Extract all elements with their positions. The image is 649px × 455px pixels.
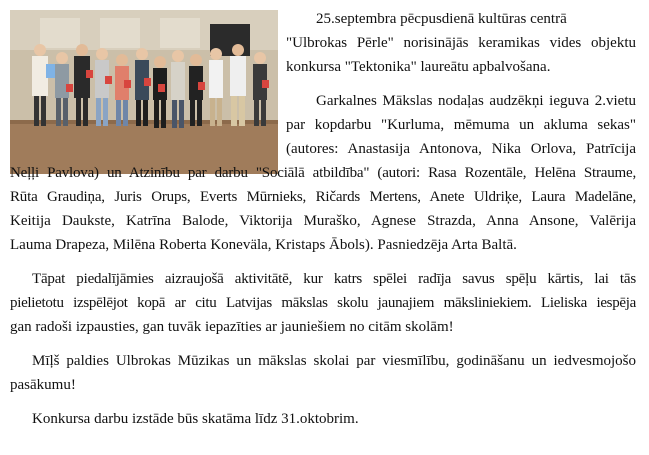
article-line [286,116,636,136]
article-text: pasākumu! [10,377,76,393]
article-text: "Ulbrokas Pērle" norisinājās keramikas vides objektu [286,35,636,51]
article-line [10,164,636,184]
article-line [286,58,550,78]
article-line [10,188,636,208]
article-text: Konkursa darbu izstāde būs skatāma līdz 31.oktobrim. [32,411,359,427]
article-line [10,294,636,314]
article-line [10,376,76,396]
article-text: par kopdarbu "Kurluma, mēmuma un akluma sekas" [286,117,636,133]
article-line [10,236,517,256]
article-line [10,212,636,232]
article-text: Tāpat piedalījāmies aizraujošā aktivitātē, kur katrs spēlei radīja savus spēļu kārtis, lai tās [32,271,636,287]
article-text: pielietotu izspēlējot kopā ar citu Latvijas mākslas skolu jaunajiem māksliniekiem. Lieliska iespēja [10,295,636,311]
article-text: gan radoši izpausties, gan tuvāk iepazīties ar jauniešiem no citām skolām! [10,319,454,335]
article-line [32,270,636,290]
article-text: Mīļš paldies Ulbrokas Mūzikas un mākslas skolai par viesmīlību, godināšanu un iedvesmojošo [32,353,636,369]
article-text: Rūta Graudiņa, Juris Orups, Everts Mūrnieks, Ričards Mertens, Anete Uldriķe, Laura Madelāne, [10,189,636,205]
article-line [286,34,636,54]
article-text: Garkalnes Mākslas nodaļas audzēkņi ieguva 2.vietu [316,93,636,109]
article-line [316,10,636,30]
group-photo-graphic [10,10,278,174]
article-line [10,318,454,338]
article-text: Neļļi Pavlova) un Atzinību par darbu "Sociālā atbildība" (autori: Rasa Rozentāle, Helēna Straume, [10,165,636,181]
group-photo [10,10,278,174]
article-text: (autores: Anastasija Antonova, Nika Orlova, Patrīcija [286,141,636,157]
article-line [316,92,636,112]
article-line [32,352,636,372]
article-text: konkursa "Tektonika" laureātu apbalvošana. [286,59,551,75]
article-line [32,410,359,430]
article-line [286,140,636,160]
article-text: 25.septembra pēcpusdienā kultūras centrā [316,11,567,27]
article-text: Keitija Daukste, Katrīna Balode, Viktorija Muraško, Agnese Strazda, Anna Ansone, Valērija [10,213,636,229]
article-text: Lauma Drapeza, Milēna Roberta Koneväla, Kristaps Ābols). Pasniedzēja Arta Baltā. [10,237,517,253]
